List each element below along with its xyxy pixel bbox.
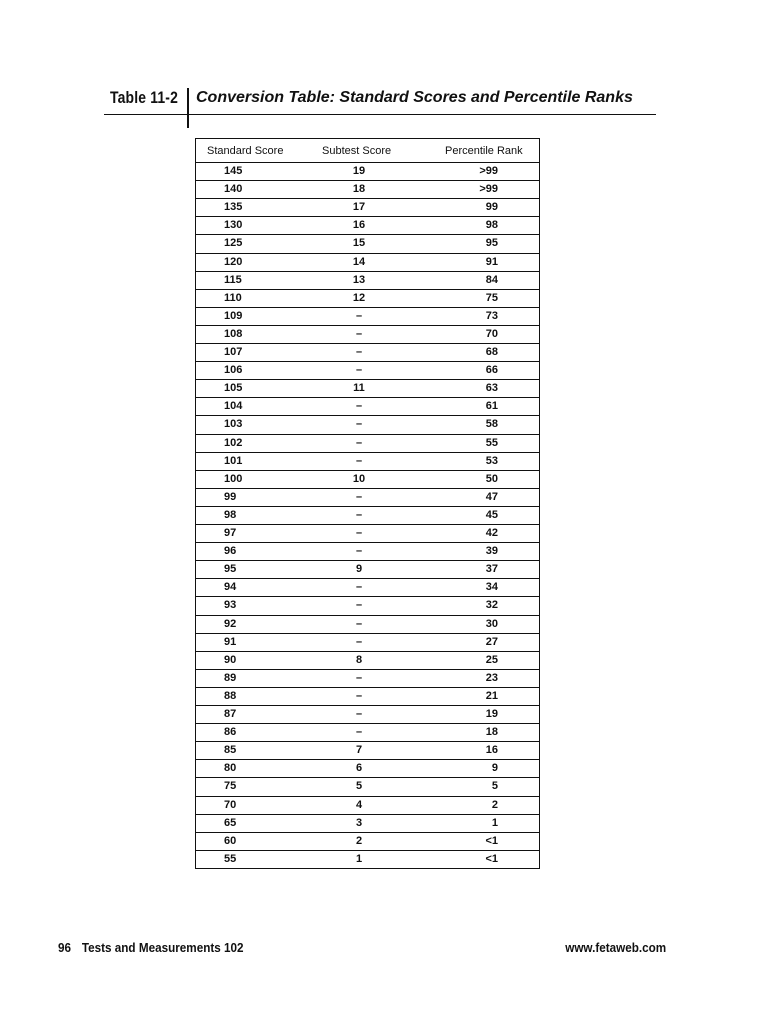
table-row (196, 542, 539, 560)
cell-standard-score: 98 (224, 508, 237, 521)
page-footer-left (58, 940, 244, 955)
cell-subtest-score: 9 (355, 563, 363, 576)
website-link[interactable]: www.fetaweb.com (565, 940, 666, 955)
cell-percentile-rank: 23 (485, 671, 498, 684)
cell-standard-score: 106 (224, 364, 243, 377)
cell-standard-score: 115 (224, 273, 242, 286)
cell-percentile-rank: 99 (485, 201, 498, 214)
table-row (196, 271, 539, 289)
cell-standard-score: 135 (224, 201, 243, 214)
cell-subtest-score: 11 (353, 382, 365, 395)
cell-standard-score: 105 (224, 382, 243, 395)
cell-subtest-score: – (355, 527, 363, 539)
table-row (196, 524, 539, 542)
cell-percentile-rank: 5 (491, 780, 498, 793)
cell-percentile-rank: 18 (485, 726, 498, 739)
cell-subtest-score: 13 (352, 273, 366, 286)
cell-standard-score: 55 (224, 852, 237, 865)
cell-standard-score: 89 (224, 671, 237, 684)
cell-percentile-rank: 32 (485, 599, 498, 612)
table-row (196, 596, 539, 614)
cell-percentile-rank: 39 (485, 545, 498, 558)
table-row (196, 506, 539, 524)
cell-subtest-score: 1 (355, 852, 363, 865)
cell-subtest-score: – (355, 581, 363, 594)
cell-standard-score: 107 (224, 346, 243, 358)
cell-percentile-rank: 84 (485, 273, 498, 286)
table-row (196, 796, 539, 814)
cell-standard-score: 110 (224, 291, 242, 304)
cell-percentile-rank: 47 (485, 490, 498, 503)
row-divider (196, 470, 539, 471)
row-divider (196, 705, 539, 706)
row-divider (196, 379, 539, 380)
cell-standard-score: 109 (224, 309, 243, 322)
table-row (196, 832, 539, 850)
table-title: Conversion Table: Standard Scores and Percentile Ranks (196, 89, 633, 106)
cell-standard-score: 60 (224, 834, 237, 847)
cell-standard-score: 99 (224, 490, 237, 503)
row-divider (196, 253, 539, 254)
cell-standard-score: 92 (224, 617, 237, 630)
cell-subtest-score: 10 (352, 472, 366, 485)
table-row (196, 578, 539, 596)
table-row (196, 361, 539, 379)
cell-percentile-rank: 37 (485, 563, 498, 576)
row-divider (196, 524, 539, 525)
cell-standard-score: 101 (224, 454, 243, 467)
cell-standard-score: 104 (224, 400, 243, 413)
row-divider (196, 560, 539, 561)
cell-percentile-rank: 53 (485, 454, 498, 467)
table-row (196, 162, 539, 180)
row-divider (196, 434, 539, 435)
table-row (196, 470, 539, 488)
cell-standard-score: 102 (224, 436, 243, 449)
cell-subtest-score: – (355, 708, 363, 720)
cell-standard-score: 85 (224, 744, 237, 757)
cell-standard-score: 88 (224, 689, 237, 702)
table-row (196, 759, 539, 777)
row-divider (196, 488, 539, 489)
table-row (196, 777, 539, 795)
row-divider (196, 415, 539, 416)
cell-subtest-score: – (355, 364, 363, 377)
cell-percentile-rank: 98 (485, 219, 498, 232)
cell-standard-score: 96 (224, 545, 237, 558)
column-header-standard-score: Standard Score (207, 145, 284, 157)
cell-subtest-score: 15 (352, 237, 366, 250)
cell-standard-score: 65 (224, 816, 237, 829)
cell-standard-score: 125 (224, 237, 243, 250)
cell-standard-score: 100 (224, 472, 243, 485)
row-divider (196, 687, 539, 688)
table-row (196, 814, 539, 832)
table-row (196, 415, 539, 433)
row-divider (196, 307, 539, 308)
table-header-row (196, 139, 539, 162)
row-divider (196, 180, 539, 181)
table-row (196, 669, 539, 687)
cell-subtest-score: – (355, 508, 363, 521)
header-divider (187, 88, 189, 128)
cell-standard-score: 108 (224, 327, 243, 340)
table-row (196, 234, 539, 252)
cell-percentile-rank: 91 (485, 255, 498, 268)
cell-subtest-score: 5 (355, 780, 363, 793)
row-divider (196, 397, 539, 398)
cell-percentile-rank: 1 (491, 816, 498, 829)
table-row (196, 687, 539, 705)
table-row (196, 307, 539, 325)
cell-subtest-score: 16 (352, 219, 366, 232)
cell-subtest-score: – (355, 689, 363, 702)
cell-subtest-score: – (355, 617, 363, 630)
column-header-subtest-score: Subtest Score (322, 145, 392, 157)
row-divider (196, 325, 539, 326)
row-divider (196, 506, 539, 507)
row-divider (196, 452, 539, 453)
cell-percentile-rank: 21 (485, 689, 498, 702)
book-title: Tests and Measurements 102 (81, 940, 244, 955)
table-row (196, 560, 539, 578)
row-divider (196, 361, 539, 362)
table-row (196, 180, 539, 198)
cell-percentile-rank: 63 (485, 382, 498, 395)
cell-percentile-rank: 25 (485, 653, 498, 666)
row-divider (196, 759, 539, 760)
cell-subtest-score: 7 (355, 744, 363, 757)
row-divider (196, 578, 539, 579)
cell-percentile-rank: 68 (485, 346, 498, 358)
cell-subtest-score: – (355, 436, 363, 449)
cell-subtest-score: 12 (352, 291, 366, 304)
row-divider (196, 777, 539, 778)
cell-standard-score: 120 (224, 255, 243, 268)
table-row (196, 705, 539, 723)
cell-subtest-score: – (355, 327, 363, 340)
row-divider (196, 723, 539, 724)
cell-subtest-score: 3 (355, 816, 363, 829)
row-divider (196, 651, 539, 652)
table-label: Table 11-2 (110, 88, 179, 107)
row-divider (196, 814, 539, 815)
row-divider (196, 216, 539, 217)
table-row (196, 379, 539, 397)
header-rule (104, 114, 656, 115)
cell-standard-score: 140 (224, 183, 243, 196)
cell-subtest-score: – (355, 400, 363, 413)
table-row (196, 488, 539, 506)
cell-subtest-score: 14 (352, 255, 366, 268)
cell-percentile-rank: 55 (485, 436, 498, 449)
cell-subtest-score: – (355, 635, 363, 648)
row-divider (196, 615, 539, 616)
cell-subtest-score: 17 (352, 201, 366, 214)
table-row (196, 850, 539, 868)
row-divider (196, 596, 539, 597)
cell-subtest-score: – (355, 346, 363, 358)
conversion-table (195, 138, 540, 869)
cell-percentile-rank: 42 (485, 527, 498, 539)
row-divider (196, 832, 539, 833)
table-row (196, 452, 539, 470)
cell-percentile-rank: 66 (485, 364, 498, 377)
cell-percentile-rank: 16 (485, 744, 498, 757)
cell-subtest-score: – (355, 545, 363, 558)
cell-percentile-rank: 45 (485, 508, 498, 521)
row-divider (196, 796, 539, 797)
table-row (196, 253, 539, 271)
table-row (196, 289, 539, 307)
row-divider (196, 198, 539, 199)
cell-standard-score: 70 (224, 798, 237, 811)
row-divider (196, 343, 539, 344)
cell-percentile-rank: 9 (491, 762, 498, 775)
table-row (196, 615, 539, 633)
cell-standard-score: 145 (224, 165, 243, 177)
table-row (196, 741, 539, 759)
cell-subtest-score: – (355, 726, 363, 739)
cell-percentile-rank: 34 (485, 581, 498, 594)
cell-percentile-rank: >99 (479, 165, 498, 177)
row-divider (196, 669, 539, 670)
cell-subtest-score: – (355, 490, 363, 503)
cell-subtest-score: 4 (355, 798, 363, 811)
cell-standard-score: 97 (224, 527, 237, 539)
table-row (196, 434, 539, 452)
cell-standard-score: 93 (224, 599, 237, 612)
cell-subtest-score: 19 (352, 165, 366, 177)
cell-standard-score: 90 (224, 653, 237, 666)
table-row (196, 651, 539, 669)
cell-percentile-rank: 73 (485, 309, 498, 322)
table-row (196, 198, 539, 216)
column-header-percentile-rank: Percentile Rank (445, 145, 523, 157)
cell-percentile-rank: 27 (485, 635, 498, 648)
cell-percentile-rank: <1 (485, 852, 498, 865)
cell-percentile-rank: 61 (485, 400, 498, 413)
cell-percentile-rank: 70 (485, 327, 498, 340)
cell-percentile-rank: 19 (485, 708, 498, 720)
cell-standard-score: 91 (224, 635, 237, 648)
cell-subtest-score: – (355, 671, 363, 684)
row-divider (196, 633, 539, 634)
cell-percentile-rank: 58 (485, 418, 498, 431)
table-row (196, 397, 539, 415)
table-row (196, 633, 539, 651)
cell-subtest-score: – (355, 454, 363, 467)
table-row (196, 216, 539, 234)
cell-subtest-score: 8 (355, 653, 363, 666)
table-row (196, 723, 539, 741)
cell-subtest-score: 18 (352, 183, 366, 196)
table-row (196, 343, 539, 361)
cell-subtest-score: – (355, 599, 363, 612)
cell-standard-score: 86 (224, 726, 237, 739)
cell-standard-score: 94 (224, 581, 237, 594)
row-divider (196, 542, 539, 543)
cell-standard-score: 75 (224, 780, 237, 793)
cell-percentile-rank: 2 (491, 798, 498, 811)
cell-percentile-rank: 75 (485, 291, 498, 304)
row-divider (196, 234, 539, 235)
cell-standard-score: 103 (224, 418, 243, 431)
cell-subtest-score: – (355, 418, 363, 431)
cell-percentile-rank: 30 (485, 617, 498, 630)
cell-percentile-rank: >99 (479, 183, 498, 196)
cell-standard-score: 80 (224, 762, 237, 775)
row-divider (196, 741, 539, 742)
cell-subtest-score: 6 (355, 762, 363, 775)
page-number: 96 (58, 940, 72, 955)
cell-standard-score: 95 (224, 563, 237, 576)
cell-percentile-rank: 50 (485, 472, 498, 485)
cell-percentile-rank: <1 (485, 834, 498, 847)
row-divider (196, 289, 539, 290)
row-divider (196, 850, 539, 851)
cell-standard-score: 130 (224, 219, 243, 232)
row-divider (196, 271, 539, 272)
row-divider (196, 162, 539, 163)
cell-subtest-score: 2 (355, 834, 363, 847)
cell-percentile-rank: 95 (485, 237, 498, 250)
table-row (196, 325, 539, 343)
cell-subtest-score: – (355, 309, 363, 322)
cell-standard-score: 87 (224, 708, 237, 720)
